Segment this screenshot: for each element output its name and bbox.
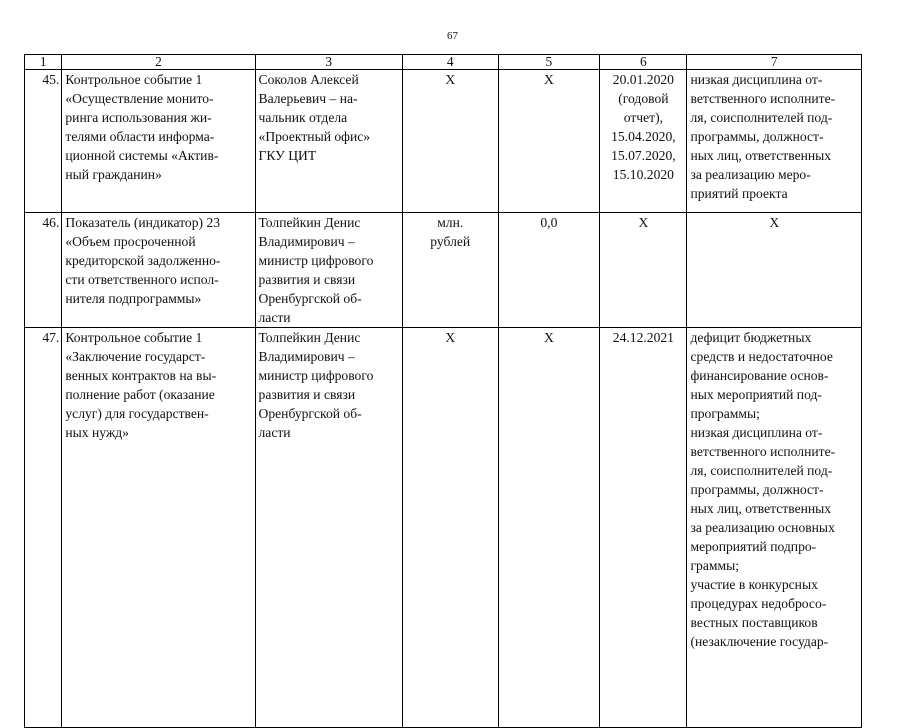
- header-cell: 1: [25, 55, 62, 70]
- unit-cell: Х: [402, 70, 498, 213]
- dates-cell: 20.01.2020 (годовой отчет), 15.04.2020, 15.07.2020, 15.10.2020: [600, 70, 687, 213]
- dates-cell: 24.12.2021: [600, 328, 687, 728]
- responsible-cell: Толпейкин Денис Владимирович – министр цифрового развития и связи Оренбургской об- ласти: [255, 213, 402, 328]
- header-cell: 5: [498, 55, 600, 70]
- unit-cell: млн. рублей: [402, 213, 498, 328]
- header-cell: 7: [687, 55, 862, 70]
- header-cell: 6: [600, 55, 687, 70]
- row-number: 45.: [25, 70, 62, 213]
- header-cell: 3: [255, 55, 402, 70]
- value-cell: Х: [498, 70, 600, 213]
- dates-cell: Х: [600, 213, 687, 328]
- row-number: 46.: [25, 213, 62, 328]
- risks-cell: дефицит бюджетных средств и недостаточное финансирование основ- ных мероприятий под- программы; низкая дисциплина от- ветственного исполните- ля, соисполнителей под- программы, должност- ных лиц, ответственных за реализацию основных мероприятий подпро- граммы; участие в конкурсных процедурах недобросо- вестных поставщиков (незаключение государ-: [687, 328, 862, 728]
- table-row: [25, 213, 862, 328]
- table-row: [25, 328, 862, 728]
- document-table: [24, 54, 862, 728]
- page-number: 67: [447, 30, 458, 42]
- risks-cell: Х: [687, 213, 862, 328]
- header-cell: 2: [62, 55, 255, 70]
- header-row: [25, 55, 862, 70]
- event-name-cell: Показатель (индикатор) 23 «Объем просроченной кредиторской задолженно- сти ответственного испол- нителя подпрограммы»: [62, 213, 255, 328]
- responsible-cell: Соколов Алексей Валерьевич – на- чальник отдела «Проектный офис» ГКУ ЦИТ: [255, 70, 402, 213]
- value-cell: Х: [498, 328, 600, 728]
- responsible-cell: Толпейкин Денис Владимирович – министр цифрового развития и связи Оренбургской об- ласти: [255, 328, 402, 728]
- event-name-cell: Контрольное событие 1 «Заключение государст- венных контрактов на вы- полнение работ (оказание услуг) для государствен- ных нужд»: [62, 328, 255, 728]
- row-number: 47.: [25, 328, 62, 728]
- event-name-cell: Контрольное событие 1 «Осуществление монито- ринга использования жи- телями области информа- ционной системы «Актив- ный гражданин»: [62, 70, 255, 213]
- risks-cell: низкая дисциплина от- ветственного исполните- ля, соисполнителей под- программы, должност- ных лиц, ответственных за реализацию меро- приятий проекта: [687, 70, 862, 213]
- unit-cell: Х: [402, 328, 498, 728]
- header-cell: 4: [402, 55, 498, 70]
- table-row: [25, 70, 862, 213]
- value-cell: 0,0: [498, 213, 600, 328]
